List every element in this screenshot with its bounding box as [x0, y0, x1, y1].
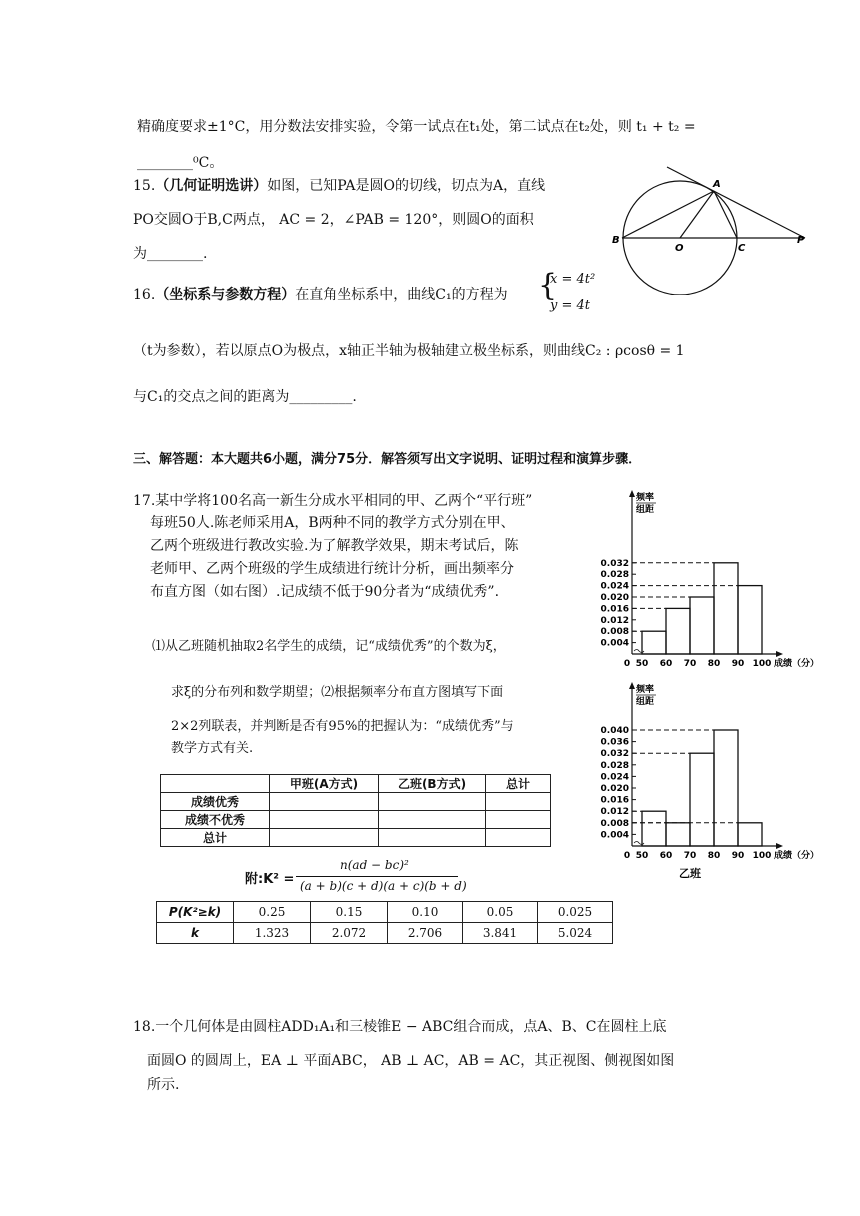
- table-header: 乙班(B方式): [379, 775, 486, 793]
- histogram-yi: [596, 680, 820, 890]
- section3-heading: 三、解答题：本大题共6小题，满分75分．解答须写出文字说明、证明过程和演算步骤．: [133, 452, 642, 467]
- x-axis-label: 成绩（分）: [774, 851, 820, 861]
- histogram-bar: [666, 823, 690, 846]
- y-tick-label: 0.020: [600, 784, 629, 794]
- y-tick-label: 0.020: [600, 593, 629, 603]
- table-cell: 0.10: [388, 902, 463, 923]
- table-cell: [379, 829, 486, 847]
- x-tick-label: 100: [752, 851, 772, 861]
- y-tick-label: 0.040: [600, 726, 629, 736]
- table-row-label: k: [157, 923, 234, 944]
- q15-line3: 为________.: [133, 246, 208, 262]
- x-tick-label: 60: [659, 851, 673, 861]
- q16-line2: （t为参数），若以原点O为极点，x轴正半轴为极轴建立极坐标系，则曲线C₂ : ρcosθ = 1: [133, 343, 685, 359]
- y-tick-label: 0.012: [600, 807, 629, 818]
- y-tick-label: 0.032: [600, 558, 629, 569]
- y-tick-label: 0.008: [600, 818, 629, 829]
- q15-circle-figure: [610, 165, 810, 295]
- q18-line2: 面圆O 的圆周上，EA ⊥ 平面ABC， AB ⊥ AC，AB = AC，其正视图、侧视图如图: [147, 1053, 675, 1069]
- q15-tag: （几何证明选讲）: [155, 178, 268, 194]
- table-row: [161, 829, 551, 847]
- histogram-bar: [642, 631, 666, 654]
- y-tick-label: 0.028: [600, 760, 629, 771]
- x-tick-label: 80: [707, 659, 721, 668]
- q15-line1: [133, 175, 545, 197]
- q17-line1: 17.某中学将100名高一新生分成水平相同的甲、乙两个“平行班”: [133, 493, 533, 509]
- label-c: C: [738, 243, 746, 254]
- table-cell: [270, 793, 379, 811]
- x-tick-label: 100: [752, 659, 772, 668]
- y-tick-label: 0.016: [600, 604, 629, 615]
- table-row: [157, 902, 613, 923]
- y-tick-label: 0.024: [600, 581, 629, 592]
- y-tick-label: 0.036: [600, 737, 629, 748]
- q16-line1: [133, 284, 508, 306]
- q16-number: 16.: [133, 287, 156, 303]
- label-o: O: [675, 243, 684, 254]
- y-tick-label: 0.016: [600, 795, 629, 806]
- x-axis-arrow: [776, 843, 783, 849]
- q16-brace: {: [538, 268, 558, 303]
- q16-tag: （坐标系与参数方程）: [155, 287, 296, 303]
- chord-ba: [622, 191, 714, 238]
- y-tick-label: 0.004: [600, 638, 629, 649]
- y-tick-label: 0.028: [600, 570, 629, 581]
- q18-line3: 所示.: [147, 1077, 180, 1093]
- table-cell: 3.841: [463, 923, 538, 944]
- histogram-bar: [690, 753, 714, 846]
- table-cell: 1.323: [234, 923, 311, 944]
- formula-fraction-bar: [296, 876, 458, 877]
- table-cell: 0.05: [463, 902, 538, 923]
- table-cell: [161, 775, 270, 793]
- table-cell: 5.024: [538, 923, 613, 944]
- histogram-bar: [666, 608, 690, 654]
- formula-denominator: (a + b)(c + d)(a + c)(b + d): [300, 879, 467, 893]
- y-axis-title-top: 频率: [636, 685, 655, 695]
- q17-line2: 每班50人.陈老师采用A，B两种不同的教学方式分别在甲、: [150, 515, 515, 531]
- label-p: P: [797, 235, 805, 246]
- y-axis-title-bottom: 组距: [636, 697, 655, 707]
- table-cell: 2.072: [311, 923, 388, 944]
- y-tick-label: 0.024: [600, 772, 629, 783]
- y-axis-title-bottom: 组距: [636, 505, 655, 515]
- table-row-label: P(K²≥k): [157, 902, 234, 923]
- y-axis-title-top: 频率: [636, 493, 655, 503]
- contingency-table: [160, 774, 551, 847]
- q14-line1: 精确度要求±1°C，用分数法安排实验，令第一试点在t₁处，第二试点在t₂处，则 t₁ + t₂ =: [137, 119, 696, 135]
- histogram-bar: [714, 730, 738, 846]
- formula-numerator: n(ad − bc)²: [340, 858, 409, 872]
- q18-line1: 18.一个几何体是由圆柱ADD₁A₁和三棱锥E − ABC组合而成，点A、B、C在圆柱上底: [133, 1019, 667, 1035]
- table-cell: [486, 793, 551, 811]
- table-cell: [379, 811, 486, 829]
- q16-line3: 与C₁的交点之间的距离为_________.: [133, 389, 357, 405]
- histogram-jia: [596, 488, 820, 668]
- table-row: [161, 775, 551, 793]
- table-cell: 0.15: [311, 902, 388, 923]
- q16-eq2: y = 4t: [550, 298, 590, 313]
- y-tick-label: 0.012: [600, 615, 629, 626]
- x-axis-label: 成绩（分）: [774, 659, 820, 668]
- formula-prefix: 附:K² =: [245, 872, 295, 887]
- table-cell: 2.706: [388, 923, 463, 944]
- q17-line4: 老师甲、乙两个班级的学生成绩进行统计分析，画出频率分: [150, 561, 514, 577]
- table-cell: [486, 829, 551, 847]
- table-header: 总计: [486, 775, 551, 793]
- q17-part2c: 教学方式有关.: [171, 741, 254, 756]
- table-row: [161, 811, 551, 829]
- chart-title: 乙班: [679, 867, 701, 880]
- x-tick-label: 80: [707, 851, 721, 861]
- y-axis-arrow: [629, 682, 635, 689]
- q14-unit: ⁰C。: [193, 155, 224, 171]
- table-row: [161, 793, 551, 811]
- y-tick-label: 0.004: [600, 830, 629, 841]
- histogram-bar: [738, 823, 762, 846]
- table-cell: 0.025: [538, 902, 613, 923]
- q16-text: 在直角坐标系中，曲线C₁的方程为: [295, 287, 508, 303]
- k-table: [156, 901, 613, 944]
- table-header: 甲班(A方式): [270, 775, 379, 793]
- radius-oa: [680, 191, 714, 238]
- x-axis-arrow: [776, 651, 783, 657]
- q16-eq1: x = 4t²: [550, 272, 596, 287]
- table-row-label: 成绩不优秀: [161, 811, 270, 829]
- q14-blank: ________: [137, 155, 193, 171]
- q15-line2: PO交圆O于B,C两点， AC = 2，∠PAB = 120°，则圆O的面积: [133, 212, 534, 228]
- x-tick-label: 90: [731, 659, 745, 668]
- q15-text: 如图，已知PA是圆O的切线，切点为A，直线: [267, 178, 546, 194]
- table-row: [157, 923, 613, 944]
- y-tick-label: 0.032: [600, 749, 629, 760]
- label-a: A: [713, 179, 721, 190]
- chord-ca: [714, 191, 737, 238]
- x-tick-label: 60: [659, 659, 673, 668]
- histogram-bar: [690, 597, 714, 654]
- x-tick-label: 50: [635, 851, 649, 861]
- table-cell: [379, 793, 486, 811]
- q17-part2a: 求ξ的分布列和数学期望；⑵根据频率分布直方图填写下面: [171, 685, 504, 700]
- table-row-label: 成绩优秀: [161, 793, 270, 811]
- x-tick-label: 50: [635, 659, 649, 668]
- x-tick-label: 0: [623, 851, 631, 861]
- histogram-bar: [714, 563, 738, 654]
- q14-answer-line: [137, 152, 223, 174]
- q17-line5: 布直方图（如右图）.记成绩不低于90分者为“成绩优秀”.: [150, 584, 500, 600]
- y-axis-arrow: [629, 490, 635, 497]
- table-cell: [270, 811, 379, 829]
- q17-part1: ⑴从乙班随机抽取2名学生的成绩，记“成绩优秀”的个数为ξ，: [152, 639, 506, 654]
- x-tick-label: 70: [683, 851, 697, 861]
- x-tick-label: 70: [683, 659, 697, 668]
- q15-number: 15.: [133, 178, 156, 194]
- histogram-bar: [738, 586, 762, 654]
- x-tick-label: 90: [731, 851, 745, 861]
- table-cell: [270, 829, 379, 847]
- table-cell: 0.25: [234, 902, 311, 923]
- label-b: B: [612, 235, 620, 246]
- table-row-label: 总计: [161, 829, 270, 847]
- x-tick-label: 0: [623, 659, 631, 668]
- q17-line3: 乙两个班级进行教改实验.为了解教学效果，期末考试后，陈: [150, 538, 519, 554]
- y-tick-label: 0.008: [600, 627, 629, 638]
- histogram-bar: [642, 811, 666, 846]
- table-cell: [486, 811, 551, 829]
- q17-part2b: 2×2列联表，并判断是否有95%的把握认为：“成绩优秀”与: [171, 719, 514, 734]
